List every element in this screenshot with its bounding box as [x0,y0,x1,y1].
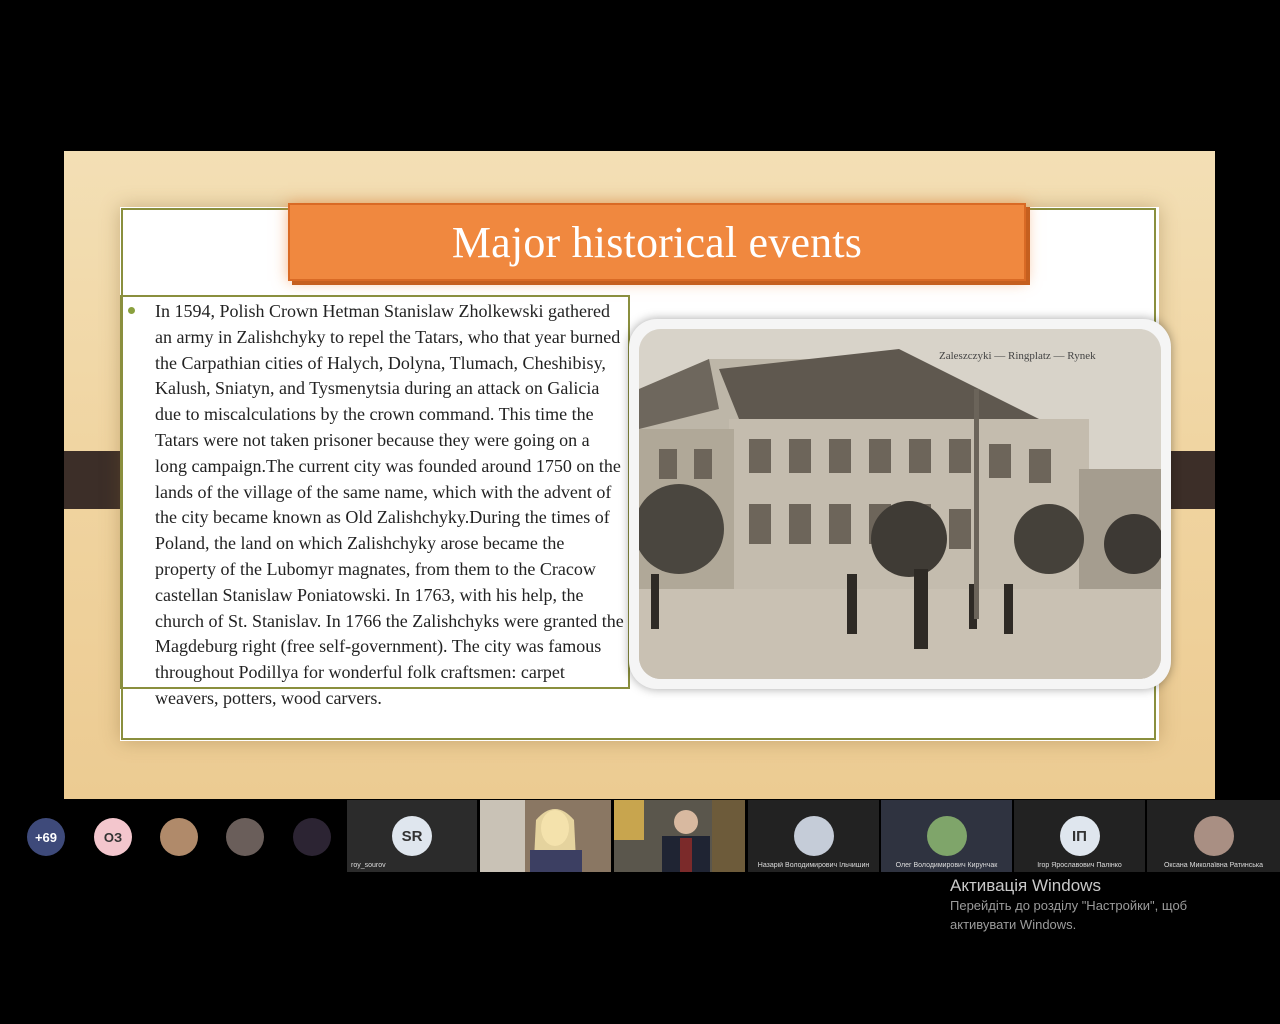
participant-name: Назарій Володимирович Ільчишин [757,862,870,869]
participant-initials: ІП [1060,816,1100,856]
more-participants-button[interactable]: +69 [27,818,65,856]
slide-title-banner [288,203,1026,281]
slide-band-left [64,451,124,509]
participant-video-tile[interactable] [480,800,611,872]
slide-body-text: In 1594, Polish Crown Hetman Stanislaw Zholkewski gathered an army in Zalishchyky to repel the Tatars, who that year burned the Carpathian cities of Halych, Dolyna, Tlumach, Cheshibisy, Kalush, Sniatyn, and Tysmenytsia during an attack on Galicia due to miscalculations by the crown command. This time the Tatars were not taken prisoner because they were going on a long campaign.The current city was founded around 1750 on the lands of the village of the same name, which with the advent of the city became known as Old Zalishchyky.During the times of Poland, the land on which Zalishchyky arose became the property of the Lubomyr magnates, from them to the Cracow castellan Stanislaw Poniatowski. In 1763, with his help, the church of St. Stanislav. In 1766 the Zalishchyks were granted the Magdeburg right (free self-government). The city was famous throughout Podillya for wonderful folk craftsmen: carpet weavers, potters, wood carvers. [155,301,624,708]
participant-avatar-photo [1194,816,1234,856]
watermark-line-1: Перейдіть до розділу "Настройки", щоб [950,898,1188,913]
participant-tile[interactable] [1014,800,1145,872]
historic-photo-frame [629,319,1171,689]
participant-name: Олег Володимирович Кирунчак [895,862,998,869]
participant-avatar-photo [927,816,967,856]
bullet-icon [128,307,135,314]
windows-activation-watermark [950,876,1187,934]
participant-avatar-photo[interactable] [293,818,331,856]
historic-town-photo [639,329,1161,679]
watermark-title: Активація Windows [950,876,1101,895]
participant-name: Ігор Ярославович Палінко [1037,862,1122,869]
participant-tile[interactable] [1147,800,1280,872]
participant-initials: SR [392,816,432,856]
participant-video-tile[interactable] [614,800,745,872]
participant-tile[interactable] [347,800,477,872]
photo-caption: Zaleszczyki — Ringplatz — Rynek [939,350,1096,362]
presentation-slide [64,151,1215,799]
participant-video-feed [614,800,745,872]
participant-tile[interactable] [881,800,1012,872]
participant-avatar-oz[interactable]: ОЗ [94,818,132,856]
watermark-line-2: активувати Windows. [950,917,1077,932]
participant-avatar-photo[interactable] [226,818,264,856]
participant-avatar-photo[interactable] [160,818,198,856]
slide-title: Major historical events [451,217,863,267]
historic-building-image [639,329,1161,679]
participant-avatar-photo [794,816,834,856]
participant-tile[interactable] [748,800,879,872]
participant-name: roy_sourov [351,862,386,869]
participant-name: Оксана Миколаївна Ратинська [1163,862,1264,869]
participant-video-feed [480,800,611,872]
